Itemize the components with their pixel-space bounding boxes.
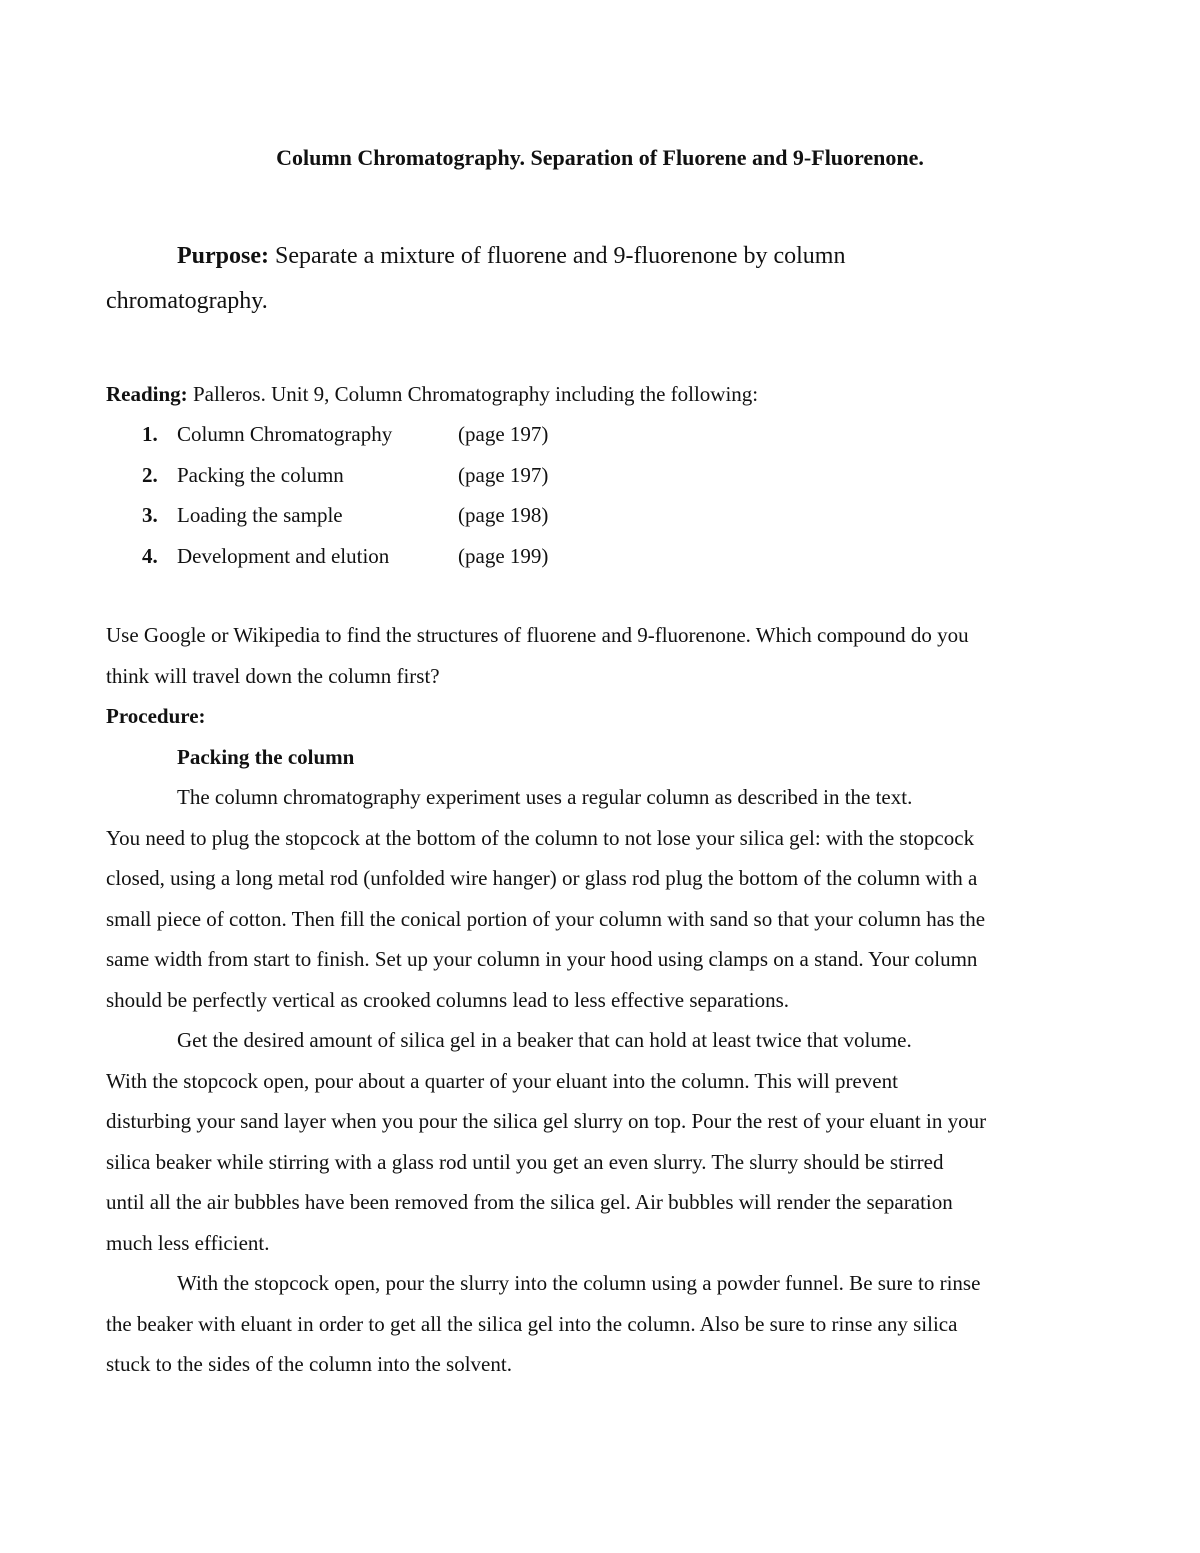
- reading-list: [106, 414, 906, 576]
- purpose-section: [106, 234, 1106, 324]
- question-paragraph: [106, 615, 1106, 696]
- purpose-label: Purpose:: [177, 243, 269, 269]
- body-line: closed, using a long metal rod (unfolded wire hanger) or glass rod plug the bottom of the column with a: [106, 866, 978, 890]
- body-line: small piece of cotton. Then fill the conical portion of your column with sand so that your column has the: [106, 906, 986, 931]
- list-number: 3.: [142, 503, 158, 527]
- list-topic: Loading the sample: [177, 503, 343, 527]
- list-page-ref: (page 199): [458, 543, 549, 568]
- list-page-ref: (page 197): [458, 422, 549, 446]
- purpose-text-cont: chromatography.: [106, 288, 268, 314]
- body-line: silica beaker while stirring with a glass rod until you get an even slurry. The slurry should be stirred: [106, 1149, 944, 1174]
- list-number: 4.: [142, 543, 158, 568]
- list-item: [106, 414, 906, 455]
- body-line: The column chromatography experiment uses a regular column as described in the text.: [177, 785, 913, 809]
- body-line: the beaker with eluant in order to get all the silica gel into the column. Also be sure to rinse any silica: [106, 1311, 958, 1336]
- list-topic: Column Chromatography: [177, 422, 393, 446]
- question-line: Use Google or Wikipedia to find the structures of fluorene and 9-fluorenone. Which compound do you: [106, 623, 969, 647]
- reading-label: Reading:: [106, 382, 188, 406]
- body-line: With the stopcock open, pour about a quarter of your eluant into the column. This will prevent: [106, 1068, 898, 1093]
- list-page-ref: (page 198): [458, 503, 549, 527]
- list-item: [106, 536, 906, 577]
- reading-text: Palleros. Unit 9, Column Chromatography including the following:: [187, 382, 759, 406]
- question-line: think will travel down the column first?: [106, 663, 440, 688]
- body-line: With the stopcock open, pour the slurry into the column using a powder funnel. Be sure to rinse: [177, 1271, 981, 1295]
- body-line: stuck to the sides of the column into the solvent.: [106, 1352, 512, 1376]
- list-topic: Development and elution: [177, 543, 390, 568]
- body-line: should be perfectly vertical as crooked columns lead to less effective separations.: [106, 987, 790, 1012]
- purpose-text: Separate a mixture of fluorene and 9-fluorenone by column: [269, 243, 846, 269]
- procedure-body: [106, 777, 1106, 1385]
- body-line: You need to plug the stopcock at the bottom of the column to not lose your silica gel: with the stopcock: [106, 825, 975, 850]
- reading-section: [106, 374, 1106, 415]
- list-number: 1.: [142, 422, 158, 446]
- body-line: until all the air bubbles have been removed from the silica gel. Air bubbles will render the separation: [106, 1190, 953, 1214]
- list-topic: Packing the column: [177, 462, 344, 487]
- list-item: [106, 455, 906, 496]
- packing-subheading: Packing the column: [177, 745, 355, 769]
- body-line: same width from start to finish. Set up your column in your hood using clamps on a stand. Your column: [106, 947, 978, 971]
- list-number: 2.: [142, 462, 158, 487]
- document-title: Column Chromatography. Separation of Fluorene and 9-Fluorenone.: [276, 145, 924, 170]
- body-line: disturbing your sand layer when you pour the silica gel slurry on top. Pour the rest of your eluant in your: [106, 1109, 987, 1133]
- procedure-heading: Procedure:: [106, 704, 206, 728]
- list-page-ref: (page 197): [458, 462, 549, 487]
- body-line: much less efficient.: [106, 1230, 270, 1255]
- body-line: Get the desired amount of silica gel in a beaker that can hold at least twice that volume.: [177, 1028, 912, 1052]
- list-item: [106, 495, 906, 536]
